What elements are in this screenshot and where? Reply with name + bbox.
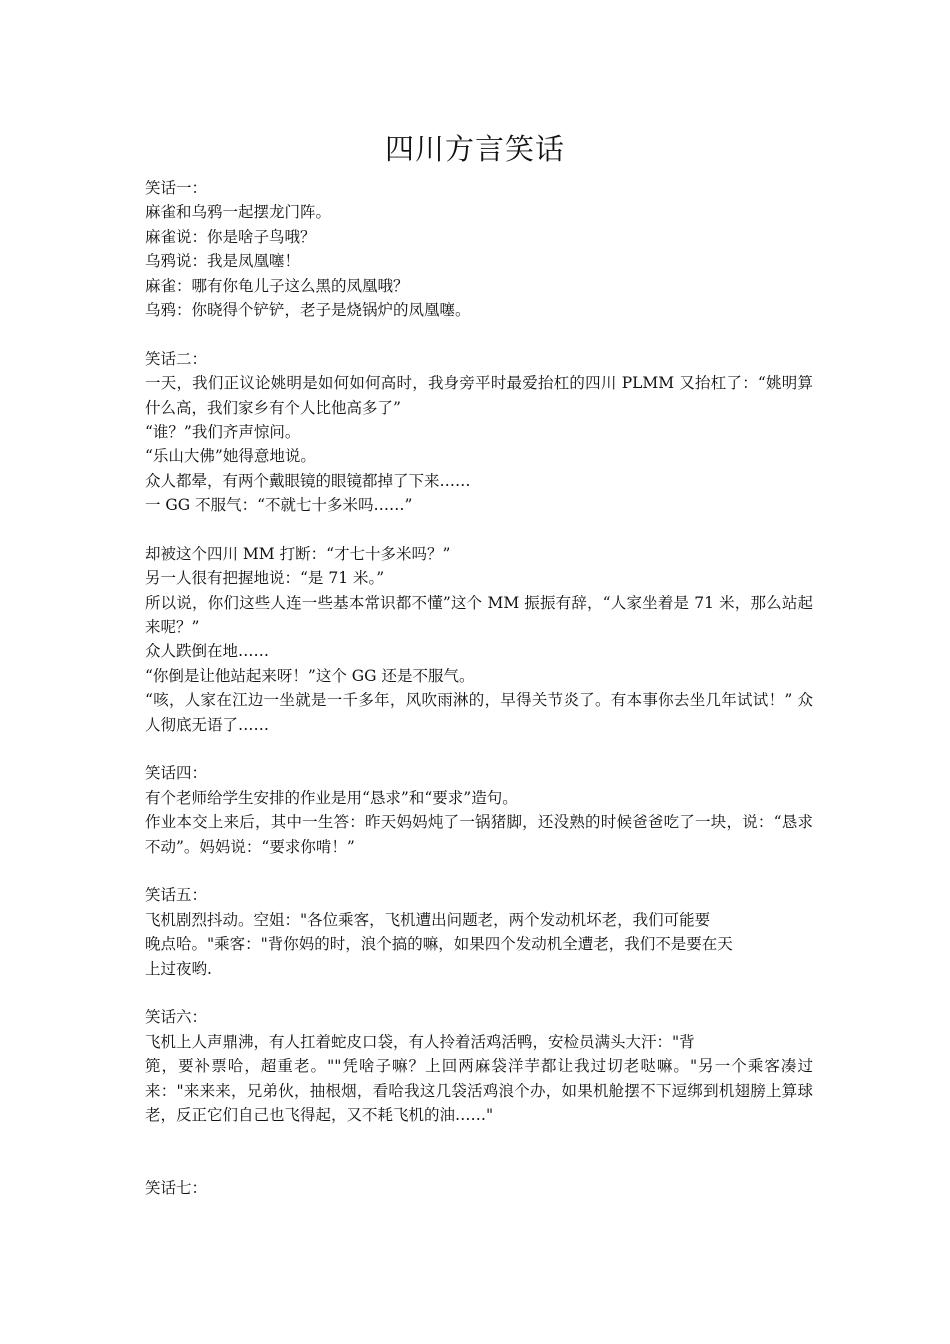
joke5-heading: 笑话五： xyxy=(145,886,208,905)
joke2-line: “你倒是让他站起来呀！”这个 GG 还是不服气。 xyxy=(145,666,475,685)
joke2-line: “咳，人家在江边一坐就是一千多年，风吹雨淋的，早得关节炎了。有本事你去坐几年试试！” 众人彻底无语了…… xyxy=(145,691,813,734)
page-title: 四川方言笑话 xyxy=(384,132,565,166)
paragraph-gap xyxy=(145,322,813,346)
joke5-line: 晚点哈。"乘客："背你妈的时，浪个搞的嘛，如果四个发动机全遭老，我们不是要在天 xyxy=(145,935,733,954)
joke5-line: 上过夜哟. xyxy=(145,959,212,978)
joke1-line: 麻雀说：你是啥子鸟哦？ xyxy=(145,227,316,246)
joke1-line: 乌鸦说：我是凤凰噻！ xyxy=(145,252,301,271)
paragraph-gap xyxy=(145,737,813,761)
joke1-line: 麻雀：哪有你龟儿子这么黑的凤凰哦？ xyxy=(145,276,409,295)
joke6-line: 篼，要补票哈，超重老。""凭啥子嘛？上回两麻袋洋芋都让我过切老哒嘛。"另一个乘客凑过来："来来来，兄弟伙，抽根烟，看哈我这几袋活鸡浪个办，如果机舱摆不下逗绑到机翅膀上算球老，反正它们自己也飞得起，又不耗飞机的油……" xyxy=(145,1057,813,1124)
joke2-heading: 笑话二： xyxy=(145,349,208,368)
joke2-line: 一 GG 不服气：“不就七十多米吗……” xyxy=(145,496,413,515)
joke5-line: 飞机剧烈抖动。空姐："各位乘客，飞机遭出问题老，两个发动机坏老，我们可能要 xyxy=(145,910,711,929)
joke4-line: 有个老师给学生安排的作业是用“恳求”和“要求”造句。 xyxy=(145,788,518,807)
joke6-line: 飞机上人声鼎沸，有人扛着蛇皮口袋，有人拎着活鸡活鸭，安检员满头大汗："背 xyxy=(145,1032,695,1051)
joke1-line: 麻雀和乌鸦一起摆龙门阵。 xyxy=(145,203,332,222)
joke4-line: 作业本交上来后，其中一生答：昨天妈妈炖了一锅猪脚，还没熟的时候爸爸吃了一块，说：“恳求不动”。妈妈说：“要求你啃！” xyxy=(145,813,813,856)
joke2-line: 另一人很有把握地说：“是 71 米。” xyxy=(145,569,385,588)
joke7-heading: 笑话七： xyxy=(145,1179,208,1198)
joke2-line: 众人都晕，有两个戴眼镜的眼镜都掉了下来…… xyxy=(145,471,471,490)
paragraph-gap xyxy=(145,859,813,883)
joke2-line: 却被这个四川 MM 打断：“才七十多米吗？” xyxy=(145,544,451,563)
joke6-heading: 笑话六： xyxy=(145,1008,208,1027)
joke2-line: 众人跌倒在地…… xyxy=(145,642,270,661)
joke2-line: “谁？”我们齐声惊问。 xyxy=(145,422,301,441)
paragraph-gap xyxy=(145,518,813,542)
joke1-line: 乌鸦：你晓得个铲铲，老子是烧锅炉的凤凰噻。 xyxy=(145,300,471,319)
joke2-line: “乐山大佛”她得意地说。 xyxy=(145,447,316,466)
document-body xyxy=(145,176,813,1201)
paragraph-gap xyxy=(145,1127,813,1176)
paragraph-gap xyxy=(145,981,813,1005)
joke4-heading: 笑话四： xyxy=(145,764,208,783)
joke2-line: 一天，我们正议论姚明是如何如何高时，我身旁平时最爱抬杠的四川 PLMM 又抬杠了：“姚明算什么高，我们家乡有个人比他高多了” xyxy=(145,374,813,417)
joke1-heading: 笑话一： xyxy=(145,179,208,197)
joke2-line: 所以说，你们这些人连一些基本常识都不懂”这个 MM 振振有辞，“人家坐着是 71 米，那么站起来呢？” xyxy=(145,593,813,637)
